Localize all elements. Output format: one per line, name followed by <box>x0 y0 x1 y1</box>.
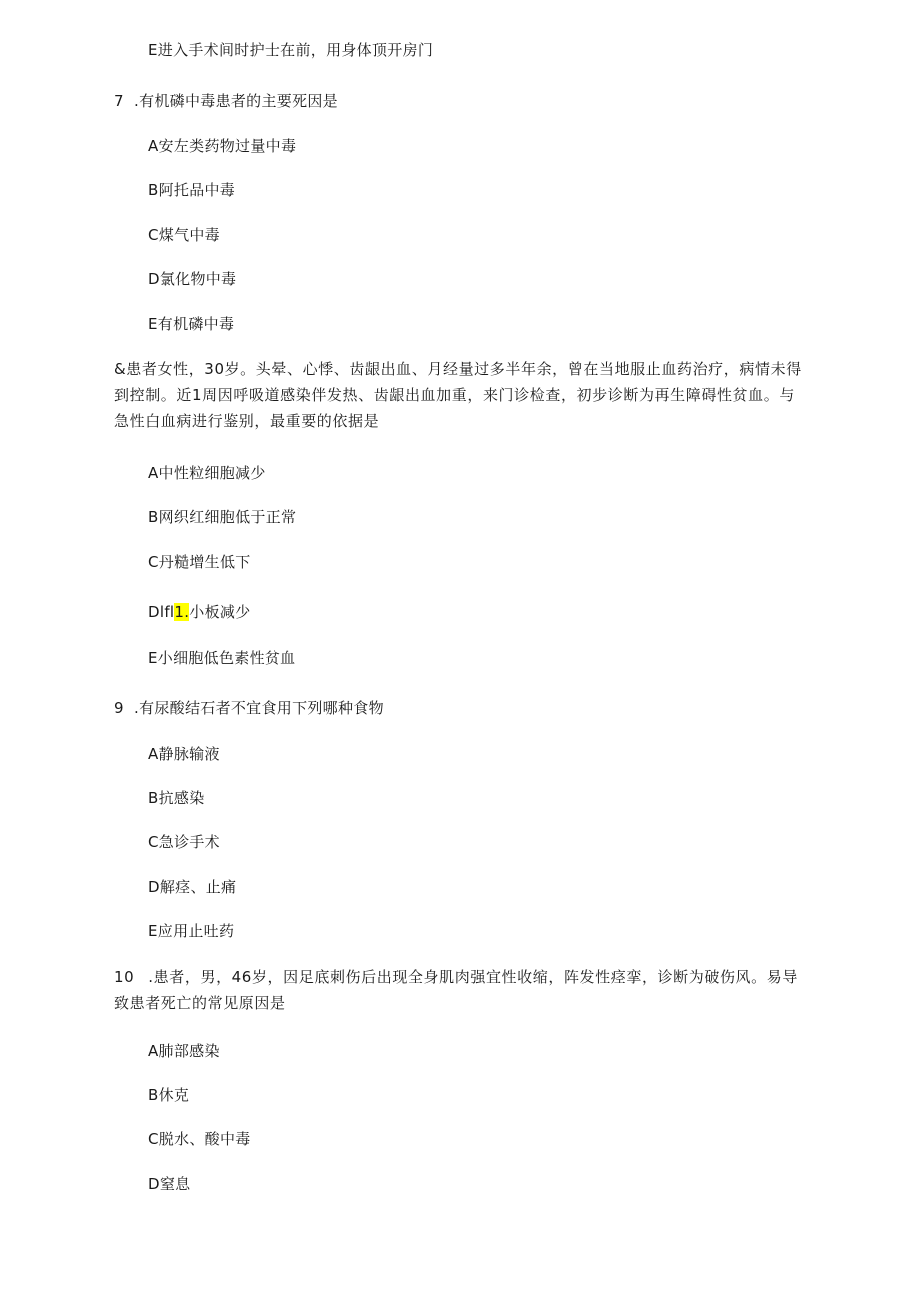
option-c: C急诊手术 <box>148 833 220 851</box>
option-b: B抗感染 <box>148 789 205 807</box>
option-d-suffix: 小板减少 <box>189 603 251 621</box>
option-d: D窒息 <box>148 1175 191 1193</box>
option-e: E有机磷中毒 <box>148 315 235 333</box>
question-number: 9 <box>114 699 124 717</box>
option-d <box>148 602 251 622</box>
question-8: &患者女性，30岁。头晕、心悸、齿龈出血、月经量过多半年余，曾在当地服止血药治疗，病情未得到控制。近1周因呼吸道感染伴发热、齿龈出血加重，来门诊检查，初步诊断为再生障碍性贫血。与急性白血病进行鉴别，最重要的依据是 <box>114 360 802 430</box>
question-number: 10 <box>114 968 135 986</box>
option-d: D氯化物中毒 <box>148 270 237 288</box>
option-a: A安左类药物过量中毒 <box>148 137 297 155</box>
option-c: C煤气中毒 <box>148 226 220 244</box>
option-d: D解痉、止痛 <box>148 878 237 896</box>
option-b: B网织红细胞低于正常 <box>148 508 297 526</box>
question-7 <box>114 91 338 111</box>
option-d-prefix: Dlfl <box>148 603 175 621</box>
option-e: E小细胞低色素性贫血 <box>148 649 296 667</box>
question-number: 7 <box>114 92 124 110</box>
option-b: B休克 <box>148 1086 190 1104</box>
option-e: E进入手术间时护士在前，用身体顶开房门 <box>148 41 434 59</box>
option-b: B阿托品中毒 <box>148 181 236 199</box>
highlighted-text: 1. <box>174 603 190 621</box>
option-a: A中性粒细胞减少 <box>148 464 266 482</box>
question-9 <box>114 698 384 718</box>
option-a: A肺部感染 <box>148 1042 220 1060</box>
option-a: A静脉输液 <box>148 745 220 763</box>
question-text: .有机磷中毒患者的主要死因是 <box>134 92 338 110</box>
option-c: C丹糙增生低下 <box>148 553 251 571</box>
question-10 <box>114 964 804 1016</box>
question-text: .有尿酸结石者不宜食用下列哪种食物 <box>134 699 384 717</box>
question-text: .患者，男，46岁，因足底刺伤后出现全身肌肉强宜性收缩，阵发性痉挛，诊断为破伤风。易导致患者死亡的常见原因是 <box>114 968 798 1012</box>
option-e: E应用止吐药 <box>148 922 235 940</box>
option-c: C脱水、酸中毒 <box>148 1130 251 1148</box>
